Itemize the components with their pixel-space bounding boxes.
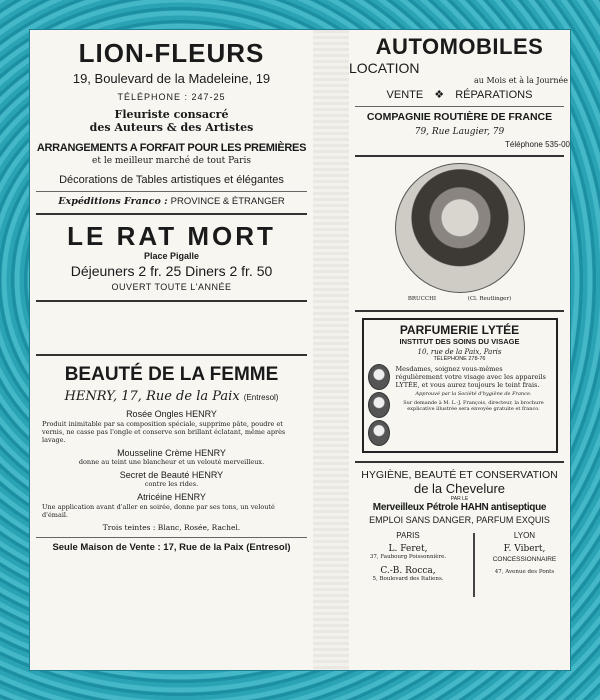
hahn-par: PAR LE	[450, 496, 469, 502]
face-illustration	[368, 392, 390, 418]
parf-text: Mesdames, soignez vous-mêmes régulièrement votre visage avec les appareils LYTÉE, et vous aurez toujours le teint frais.	[395, 365, 546, 389]
auto-period: au Mois et à la Journée	[474, 76, 568, 85]
hahn-title: HYGIÈNE, BEAUTÉ ET CONSERVATION	[361, 469, 558, 481]
divider	[355, 310, 564, 312]
hahn-slogan: EMPLOI SANS DANGER, PARFUM EXQUIS	[369, 515, 550, 525]
feret-addr: 37, Faubourg Poissonnière.	[369, 554, 447, 560]
vibert-conc: CONCESSIONNAIRE	[492, 556, 557, 563]
blank-space	[30, 302, 313, 354]
rocca-name: C.-B. Rocca,	[380, 566, 436, 576]
lion-line5: Décorations de Tables artistiques et élégantes	[59, 174, 284, 186]
face-illustration	[368, 364, 390, 390]
parf-sub: INSTITUT DES SOINS DU VISAGE	[399, 337, 520, 346]
tints: Trois teintes : Blanc, Rosée, Rachel.	[102, 523, 241, 532]
lion-line2: des Auteurs & des Artistes	[89, 121, 254, 134]
vibert-name: F. Vibert,	[503, 544, 546, 554]
lion-title: LION-FLEURS	[78, 38, 265, 68]
parf-addr: 10, rue de la Paix, Paris	[417, 348, 502, 356]
divider	[36, 537, 307, 538]
p3-title: Secret de Beauté HENRY	[119, 470, 224, 480]
rat-open: OUVERT TOUTE L'ANNÉE	[111, 282, 232, 292]
ad-beaute-femme	[30, 356, 313, 553]
divider	[355, 155, 564, 157]
photo-credit: (Cl. Reutlinger)	[467, 296, 512, 302]
auto-phone: Téléphone 535-00	[505, 140, 570, 149]
column-separator	[473, 533, 475, 597]
lion-exp-value: PROVINCE & ÉTRANGER	[170, 196, 285, 207]
auto-vente: VENTE	[386, 89, 424, 101]
face-illustration	[368, 420, 390, 446]
lion-exp-label: Expéditions Franco :	[58, 196, 168, 207]
ad-rat-mort	[30, 215, 313, 292]
parf-title: PARFUMERIE LYTÉE	[399, 323, 520, 337]
auto-vente-line	[349, 88, 570, 101]
p4-title: Atricéine HENRY	[137, 492, 206, 502]
paris-label: PARIS	[396, 531, 420, 540]
divider	[36, 191, 307, 192]
hahn-title2: de la Chevelure	[413, 481, 506, 496]
lion-phone: TÉLÉPHONE : 247-25	[117, 92, 226, 102]
auto-company: COMPAGNIE ROUTIÈRE DE FRANCE	[366, 111, 553, 123]
lion-line3: ARRANGEMENTS A FORFAIT POUR LES PREMIÈRES	[36, 142, 307, 154]
ornament-icon: ❖	[434, 89, 445, 101]
lyon-label: LYON	[513, 531, 536, 540]
lion-expeditions	[30, 196, 313, 207]
lyon-block	[479, 531, 570, 575]
divider	[355, 106, 564, 107]
rat-place: Place Pigalle	[143, 251, 200, 261]
ad-lion-fleurs	[30, 30, 313, 207]
paris-block	[349, 531, 467, 582]
lion-address: 19, Boulevard de la Madeleine, 19	[72, 71, 271, 86]
rat-title: LE RAT MORT	[67, 221, 276, 251]
ad-parfumerie-lytee	[362, 318, 558, 453]
auto-location: LOCATION	[349, 60, 420, 76]
p1-title: Rosée Ongles HENRY	[126, 409, 217, 419]
auto-addr: 79, Rue Laugier, 79	[414, 127, 505, 137]
beaute-address-line	[30, 389, 313, 404]
beaute-entresol: (Entresol)	[243, 393, 279, 402]
ad-automobiles	[349, 30, 570, 149]
lion-line4: et le meilleur marché de tout Paris	[92, 156, 251, 166]
feret-name: L. Feret,	[388, 544, 428, 554]
p3-text: contre les rides.	[144, 480, 199, 488]
portrait-photo	[395, 163, 525, 293]
rat-meals: Déjeuners 2 fr. 25 Diners 2 fr. 50	[70, 263, 273, 279]
ad-petrole-hahn	[349, 463, 570, 601]
beaute-footer: Seule Maison de Vente : 17, Rue de la Paix (Entresol)	[52, 542, 291, 553]
face-illustrations	[368, 362, 392, 448]
p1-text: Produit inimitable par sa composition spéciale, supprime pâte, poudre et vernis, ne casse pas l'ongle et conserve son brillant éclatant, même après lavage.	[42, 420, 286, 444]
lion-line1: Fleuriste consacré	[114, 108, 229, 121]
beaute-addr: HENRY, 17, Rue de la Paix	[64, 389, 240, 404]
parf-approved: Approuvé par la Société d'hygiène de France.	[415, 391, 532, 397]
vibert-addr: 47, Avenue des Ponts	[494, 569, 555, 575]
page-gutter	[313, 30, 349, 670]
auto-title: AUTOMOBILES	[375, 34, 544, 59]
photo-caption: BRUCCHI	[407, 296, 437, 302]
right-column	[349, 30, 570, 601]
left-column	[30, 30, 313, 553]
distributors	[349, 531, 570, 601]
auto-reparations: RÉPARATIONS	[455, 89, 533, 101]
p2-title: Mousseline Crème HENRY	[117, 448, 226, 458]
p4-text: Une application avant d'aller en soirée, donne par ses tons, un velouté d'émail.	[42, 503, 275, 519]
p2-text: donne au teint une blancheur et un velouté merveilleux.	[78, 458, 265, 466]
magazine-page	[30, 30, 570, 670]
photo-caption-line	[349, 296, 570, 302]
parf-phone: TÉLÉPHONE 278-76	[433, 356, 486, 362]
parf-demand: Sur demande à M. L.-J. François, directeur, la brochure explicative illustrée sera envoyée gratuite et franco.	[403, 400, 544, 412]
photo-block	[349, 163, 570, 302]
beaute-title: BEAUTÉ DE LA FEMME	[64, 364, 279, 385]
hahn-product: Merveilleux Pétrole HAHN antiseptique	[372, 502, 547, 513]
rocca-addr: 5, Boulevard des Italiens.	[372, 576, 444, 582]
